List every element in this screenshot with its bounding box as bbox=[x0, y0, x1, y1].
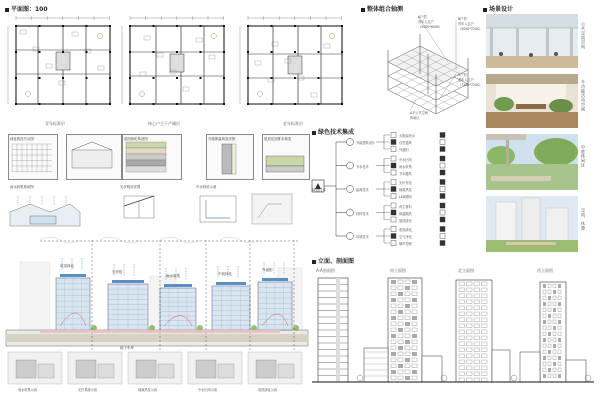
balcony bbox=[412, 280, 417, 284]
balcony bbox=[543, 356, 546, 360]
balcony bbox=[543, 374, 546, 378]
axon-label-a2: 青年人住户 bbox=[418, 20, 434, 24]
balcony bbox=[405, 358, 410, 362]
balcony bbox=[391, 280, 396, 284]
green-item-label: 节水器具 bbox=[399, 171, 412, 176]
green-root-label: 绿色技术 bbox=[312, 188, 326, 192]
balcony bbox=[398, 364, 403, 368]
balcony bbox=[548, 332, 551, 336]
balcony bbox=[558, 320, 561, 324]
balcony bbox=[543, 284, 546, 288]
balcony bbox=[543, 302, 546, 306]
green-branch-label: 节水技术 bbox=[356, 164, 369, 169]
balcony bbox=[405, 322, 410, 326]
balcony bbox=[391, 370, 396, 374]
axon-label-b1: B户型 bbox=[458, 17, 467, 21]
scene-caption-4: 交流、休憩 bbox=[581, 208, 586, 231]
elev-title-3: 北立面图 bbox=[458, 268, 474, 273]
bottom-caption: 光伏系统示意 bbox=[78, 388, 98, 392]
green-item-label: 垂直绿化 bbox=[399, 228, 412, 232]
scene-section-title: 场景设计 bbox=[483, 4, 513, 13]
balcony bbox=[548, 350, 551, 354]
south-elevation-wing bbox=[364, 348, 388, 382]
elev-section-title: 立面、剖面图 bbox=[312, 256, 354, 265]
bottom-caption: 屋顶绿化示意 bbox=[258, 388, 278, 392]
axon-section-title: 整体组合轴测 bbox=[361, 4, 403, 13]
balcony bbox=[412, 298, 417, 302]
core-section bbox=[336, 278, 340, 382]
scene-caption-3: 中庭休闲区 bbox=[581, 145, 586, 168]
balcony bbox=[412, 334, 417, 338]
balcony bbox=[412, 352, 417, 356]
axon-label-a1: A户型 bbox=[418, 15, 427, 19]
green-item-label: 雨水收集 bbox=[399, 164, 412, 169]
balcony bbox=[412, 370, 417, 374]
mid-detail-2: 光伏构造详图 bbox=[120, 185, 141, 189]
balcony bbox=[553, 326, 556, 330]
green-item-label: 地源热泵 bbox=[399, 188, 412, 192]
balcony bbox=[558, 338, 561, 342]
green-item-label: LED照明 bbox=[399, 195, 412, 199]
green-branch-label: 环境技术 bbox=[356, 235, 369, 239]
balcony bbox=[398, 310, 403, 314]
section-label: 外遮阳 bbox=[262, 268, 273, 272]
bottom-caption: 地源热泵示意 bbox=[138, 388, 158, 392]
balcony bbox=[391, 298, 396, 302]
balcony bbox=[543, 338, 546, 342]
balcony bbox=[543, 320, 546, 324]
balcony bbox=[405, 340, 410, 344]
axon-label-d2: 休闲区 bbox=[410, 116, 420, 120]
green-item-label: 自然通风 bbox=[399, 141, 412, 145]
green-item-label: 保温隔热 bbox=[399, 211, 412, 216]
section-label: 中庭绿化 bbox=[218, 272, 232, 276]
balcony bbox=[548, 296, 551, 300]
balcony bbox=[558, 302, 561, 306]
detail-title-2: 屋面绿化构造图 bbox=[124, 137, 148, 141]
axon-label-c1: C户型 bbox=[458, 73, 467, 77]
elev-title-1: A-A剖面图 bbox=[316, 268, 335, 273]
west-elevation-annex bbox=[566, 360, 586, 382]
plan-caption-3: 老年标准层 bbox=[283, 121, 303, 126]
elev-title-4: 西立面图 bbox=[537, 268, 553, 273]
section-label: 地下车库 bbox=[120, 346, 134, 350]
section-label: 光伏板 bbox=[112, 270, 123, 274]
green-item-label: 中水回用 bbox=[399, 157, 412, 162]
balcony bbox=[553, 344, 556, 348]
bottom-caption: 中水回用示意 bbox=[198, 388, 218, 392]
axon-label-b3: （3000*7200） bbox=[458, 27, 483, 31]
balcony bbox=[405, 286, 410, 290]
axon-label-c2: 老年人住户 bbox=[458, 78, 474, 82]
mid-detail-3: 中水回用示意 bbox=[196, 185, 217, 189]
axon-label-d1: A半公共空间 bbox=[410, 111, 429, 115]
detail-title-1: 绿化构造节点图 bbox=[10, 137, 34, 141]
green-item-label: 噪声控制 bbox=[399, 242, 412, 246]
green-item-label: 太阳能热水 bbox=[399, 134, 415, 138]
elev-title-2: 南立面图 bbox=[390, 268, 406, 273]
scene-caption-1: 公共交流空间 bbox=[581, 22, 586, 49]
plan-caption-2: 核心户主下产城层 bbox=[148, 121, 180, 126]
west-elevation-wing bbox=[520, 352, 540, 382]
mid-detail-1: 雨水收集系统图 bbox=[10, 185, 34, 189]
balcony bbox=[391, 334, 396, 338]
south-elevation-annex bbox=[422, 356, 442, 382]
tree-outline bbox=[511, 375, 517, 381]
balcony bbox=[405, 376, 410, 380]
balcony bbox=[405, 304, 410, 308]
green-item-label: 再生材料 bbox=[399, 204, 412, 209]
green-branch-label: 节能建筑设计 bbox=[356, 141, 376, 145]
axon-label-a3: （3000*6000） bbox=[418, 25, 443, 29]
balcony bbox=[398, 292, 403, 296]
balcony bbox=[558, 374, 561, 378]
green-item-label: 外遮阳 bbox=[399, 148, 409, 152]
plan-caption-1: 青年标准层 bbox=[45, 121, 65, 126]
balcony bbox=[398, 346, 403, 350]
balcony bbox=[398, 328, 403, 332]
balcony bbox=[548, 314, 551, 318]
balcony bbox=[412, 316, 417, 320]
north-elevation-wing bbox=[492, 350, 510, 382]
balcony bbox=[391, 316, 396, 320]
green-item-label: 光伏发电 bbox=[399, 181, 412, 185]
green-branch-label: 材料技术 bbox=[356, 211, 369, 216]
green-branch-label: 能源技术 bbox=[356, 188, 369, 192]
balcony bbox=[553, 290, 556, 294]
balcony bbox=[553, 362, 556, 366]
balcony bbox=[548, 368, 551, 372]
scene-caption-2: 多功能活动空间 bbox=[581, 80, 586, 112]
balcony bbox=[558, 356, 561, 360]
section-label: 屋顶绿化 bbox=[60, 264, 74, 268]
tree-outline bbox=[357, 375, 363, 381]
detail-title-3: 外墙保温构造详图 bbox=[208, 137, 236, 141]
bottom-caption: 雨水收集示意 bbox=[18, 388, 38, 392]
axon-label-b2: 青年人住户 bbox=[458, 22, 474, 26]
axon-label-c3: （7200*7200） bbox=[458, 83, 483, 87]
section-label: 雨水收集 bbox=[166, 274, 180, 278]
green-item-label: 空气净化 bbox=[399, 235, 412, 239]
plan-section-title: 平面图：100 bbox=[5, 4, 48, 13]
green-item-label: 屋顶绿化 bbox=[399, 218, 412, 223]
balcony bbox=[553, 308, 556, 312]
balcony bbox=[391, 352, 396, 356]
detail-title-4: 屋顶花园排水构造 bbox=[264, 137, 292, 141]
balcony bbox=[558, 284, 561, 288]
green-section-title: 绿色技术集成 bbox=[312, 127, 354, 136]
